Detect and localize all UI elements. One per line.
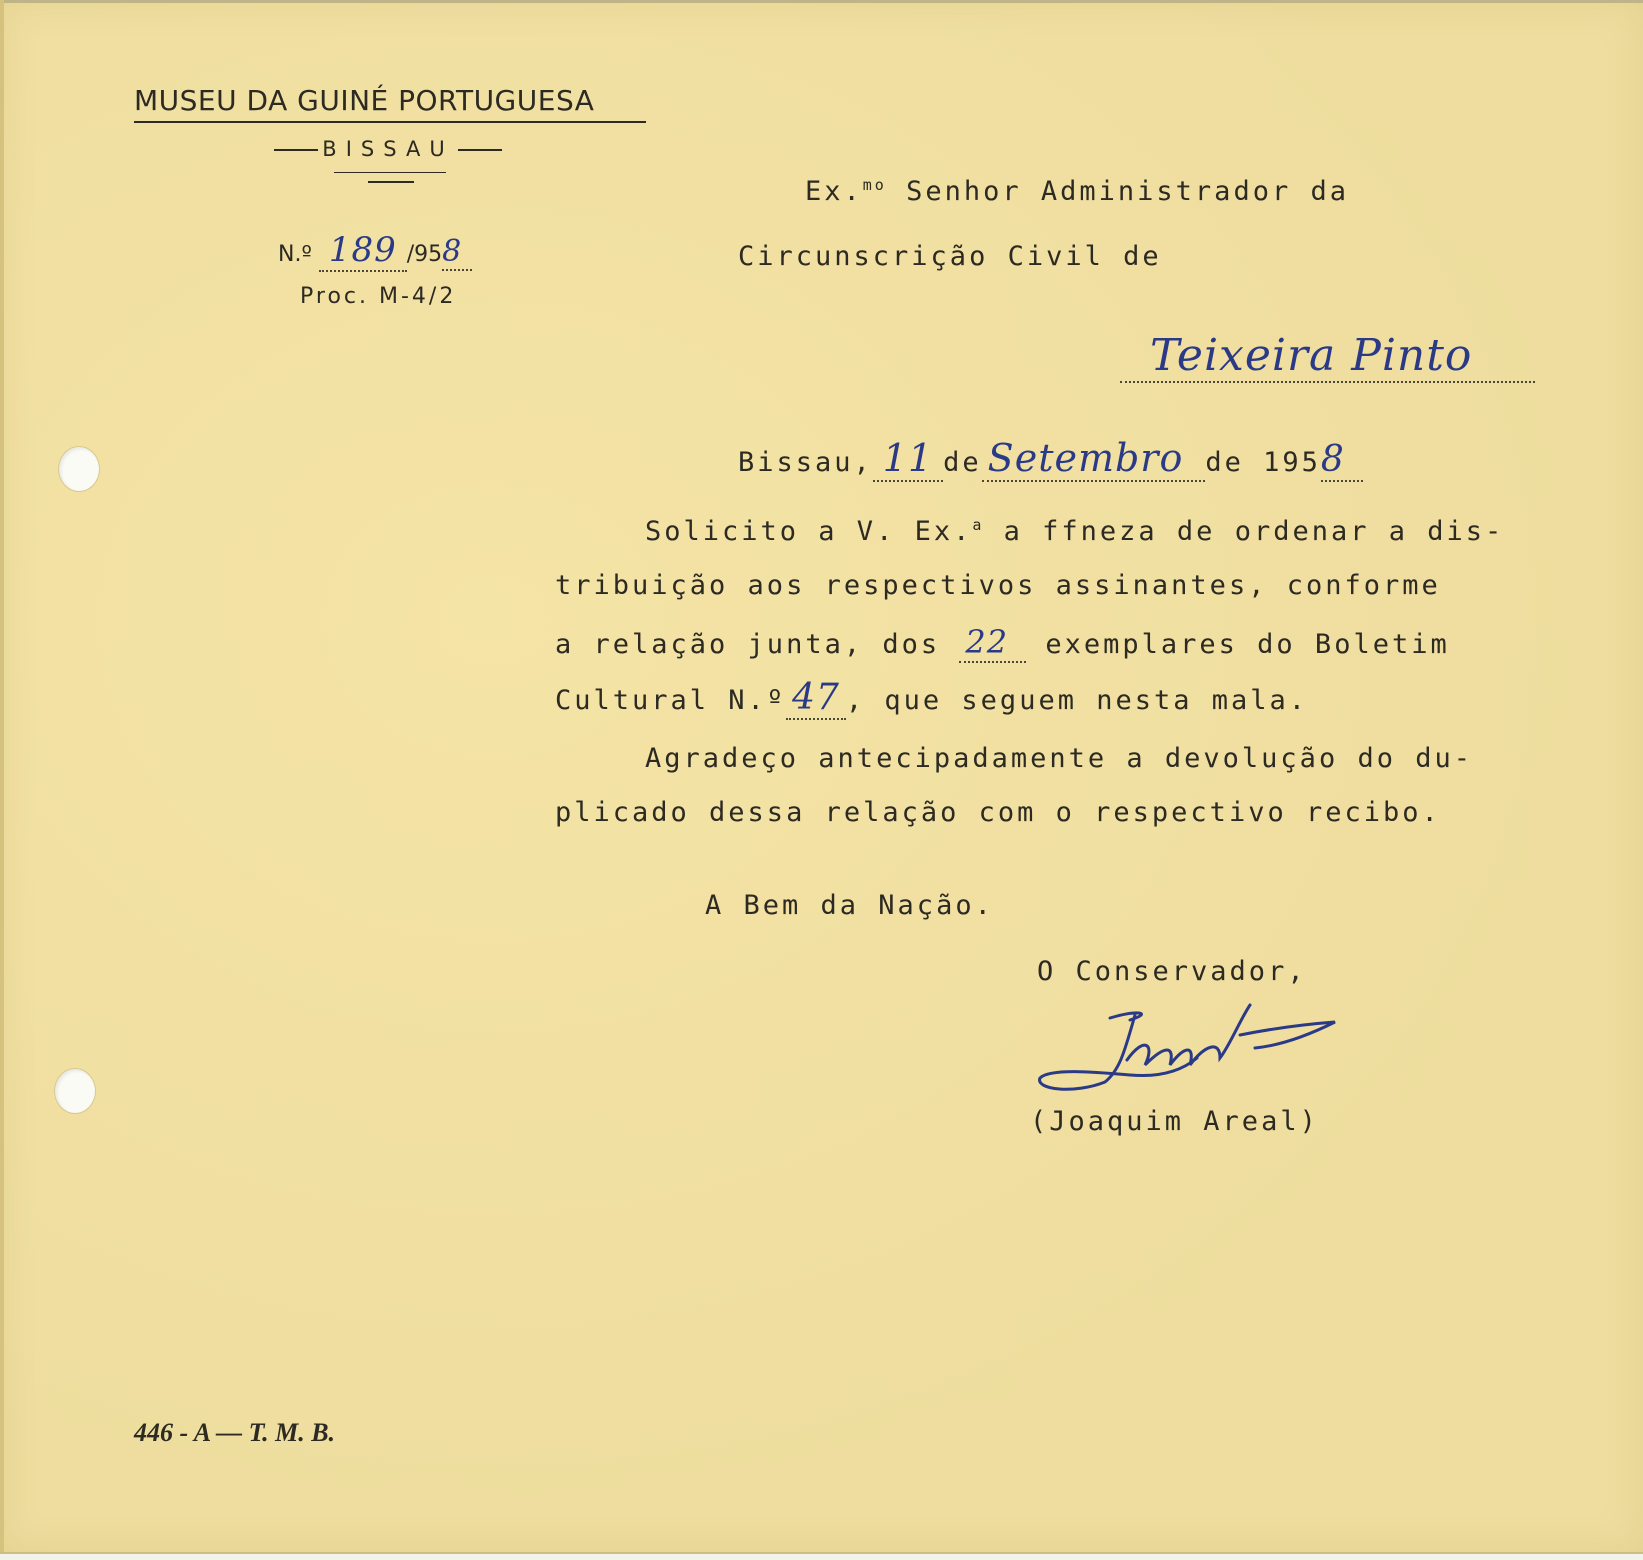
body-text: , que seguem nesta mala. — [845, 685, 1309, 716]
body-line-5: Agradeço antecipadamente a devolução do du- — [645, 743, 1473, 774]
date-city: Bissau, — [738, 447, 873, 478]
scan-top-edge — [0, 0, 1643, 3]
ref-year-digit: 8 — [442, 234, 472, 271]
addressee-line-1 — [805, 176, 1349, 207]
signatory-title: O Conservador, — [1037, 956, 1307, 987]
rule-dash — [458, 149, 502, 151]
date-line — [738, 436, 1363, 482]
rule-dash — [274, 149, 318, 151]
process-reference: Proc. M-4/2 — [300, 284, 457, 309]
letterhead-city-text: BISSAU — [322, 137, 454, 161]
closing-salutation: A Bem da Nação. — [705, 890, 994, 921]
body-text: a ffneza de ordenar a dis- — [984, 516, 1505, 547]
body-line-4 — [555, 677, 1308, 720]
museum-letterhead: MUSEU DA GUINÉ PORTUGUESA — [134, 84, 646, 123]
date-year-digit: 8 — [1321, 439, 1363, 482]
issue-handwritten: 47 — [786, 677, 846, 720]
date-de: de — [943, 447, 982, 478]
letterhead-rule — [334, 172, 446, 173]
body-line-6: plicado dessa relação com o respectivo recibo. — [555, 797, 1441, 828]
body-text: Solicito a V. Ex. — [645, 516, 973, 547]
body-line-2: tribuição aos respectivos assinantes, conforme — [555, 570, 1441, 601]
body-line-3 — [555, 623, 1450, 663]
letterhead-rule — [368, 181, 414, 183]
body-line-1 — [645, 516, 1504, 547]
body-text: Cultural N.º — [555, 685, 787, 716]
signature-stroke — [1040, 1005, 1335, 1089]
reference-number — [278, 230, 472, 272]
ref-year-prefix: /95 — [406, 242, 443, 267]
ref-no-handwritten: 189 — [319, 230, 407, 272]
date-day-handwritten: 11 — [873, 436, 943, 482]
addressee-post: Senhor Administrador da — [886, 176, 1349, 207]
punch-hole — [58, 446, 100, 492]
copies-handwritten: 22 — [959, 623, 1026, 663]
signature-scribble — [1035, 990, 1345, 1110]
paper-left-edge — [0, 0, 4, 1552]
body-text: a relação junta, dos — [555, 629, 941, 660]
body-sup: a — [972, 516, 985, 534]
addressee-sup: mo — [862, 176, 887, 194]
form-code: 446 - A — T. M. B. — [134, 1418, 336, 1447]
addressee-line-2: Circunscrição Civil de — [738, 241, 1162, 272]
addressee-place-handwritten: Teixeira Pinto — [1120, 330, 1535, 383]
date-year-prefix: de 195 — [1205, 447, 1321, 478]
body-text: exemplares do Boletim — [1045, 629, 1450, 660]
addressee-pre: Ex. — [805, 176, 863, 207]
date-month-handwritten: Setembro — [982, 436, 1206, 482]
signatory-name: (Joaquim Areal) — [1030, 1106, 1319, 1137]
punch-hole — [54, 1068, 96, 1114]
letterhead-city — [258, 137, 518, 161]
ref-no-label: N.º — [278, 242, 312, 267]
